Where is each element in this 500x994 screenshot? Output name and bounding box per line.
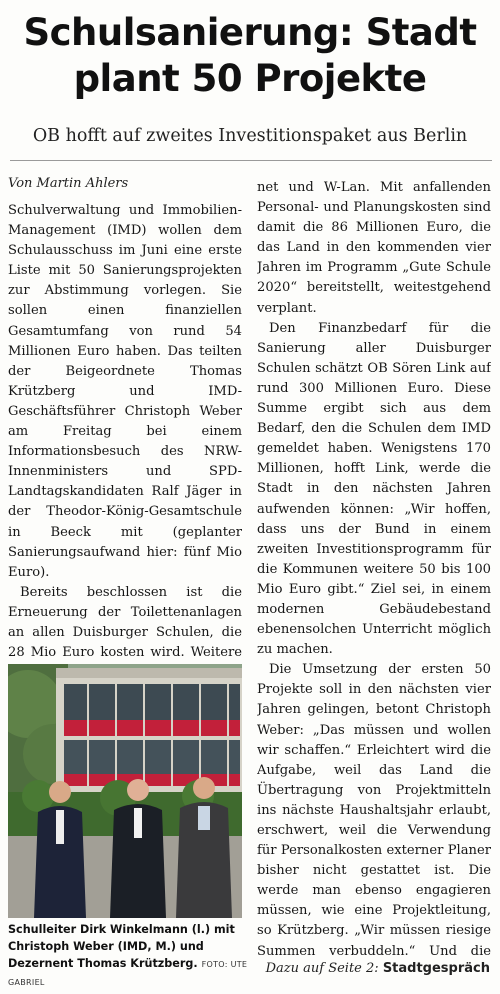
continuation-pointer [266,961,490,976]
article-column-right [257,178,491,958]
continuation-prefix: Dazu auf Seite 2: [265,961,379,976]
subheadline: OB hofft auf zweites Investitionspaket aus Berlin [32,126,468,146]
article-column-left [8,181,242,661]
article-photo [8,664,242,918]
photo-caption [8,921,248,991]
paragraph: net und W-Lan. Mit anfallenden Personal- und Planungskosten sind damit die 86 Millionen Euro, die das Land in den kommenden vier Jahren im Programm „Gute Schule 2020“ bereitstellt, weitestgehend verplant. [257,180,491,316]
paragraph: Bereits beschlossen ist die Erneuerung der Toilettenanlagen an allen Duisburger Schulen, die 28 Mio Euro kosten wird. Weitere [8,584,242,661]
headline [0,10,500,102]
byline: Von Martin Ahlers [8,176,129,191]
continuation-target: Stadtgespräch [382,961,490,976]
paragraph: Schulverwaltung und Immobilien-Management (IMD) wollen dem Schulausschuss im Juni eine erste Liste mit 50 Sanierungsprojekten zur Abstimmung vorlegen. Sie sollen einen finanziellen Gesamtumfang von rund 54 Millionen Euro haben. Das teilten der Beigeordnete Thomas Krützberg und IMD-Geschäftsführer Christoph Weber am Freitag bei einem Informationsbesuch des NRW-Innenministers und SPD-Landtagskandidaten Ralf Jäger in der Theodor-König-Gesamtschule in Beeck mit (geplanter Sanierungsaufwand hier: fünf Mio Euro). [8,203,242,580]
paragraph: Den Finanzbedarf für die Sanierung aller Duisburger Schulen schätzt OB Sören Link auf rund 300 Millionen Euro. Diese Summe ergibt sich aus dem Bedarf, den die Schulen dem IMD gemeldet haben. Wenigstens 170 Millionen, hofft Link, werde die Stadt in den nächsten Jahren aufwenden können: „Wir hoffen, dass uns der Bund in einem zweiten Investitionsprogramm für die Kommunen weitere 50 bis 100 Mio Euro gibt.“ Ziel sei, in einem modernen Gebäudebestand ebenensolchen Unterricht möglich zu machen. [257,320,491,658]
headline-line-2: plant 50 Projekte [73,57,427,100]
photo-credit: FOTO: UTE GABRIEL [8,960,248,987]
paragraph: Die Umsetzung der ersten 50 Projekte soll in den nächsten vier Jahren gelingen, betont Christoph Weber: „Das müssen und wollen wir schaffen.“ Erleichtert wird die Aufgabe, weil das Land die Übertragung von Projektmitteln ins nächste Haushaltsjahr erlaubt, erschwert, weil die Verwendung für Personalkosten externer Planer bisher nicht gestattet ist. Die werde man ebenso engagieren müssen, wie eine Projektleitung, so Krützberg. „Wir müssen riesige Summen verbuddeln.“ Und die [257,662,491,958]
divider [10,160,492,161]
caption-text: Schulleiter Dirk Winkelmann (l.) mit Christoph Weber (IMD, M.) und Dezernent Thomas Krützberg. [8,923,235,970]
headline-line-1: Schulsanierung: Stadt [23,11,477,54]
